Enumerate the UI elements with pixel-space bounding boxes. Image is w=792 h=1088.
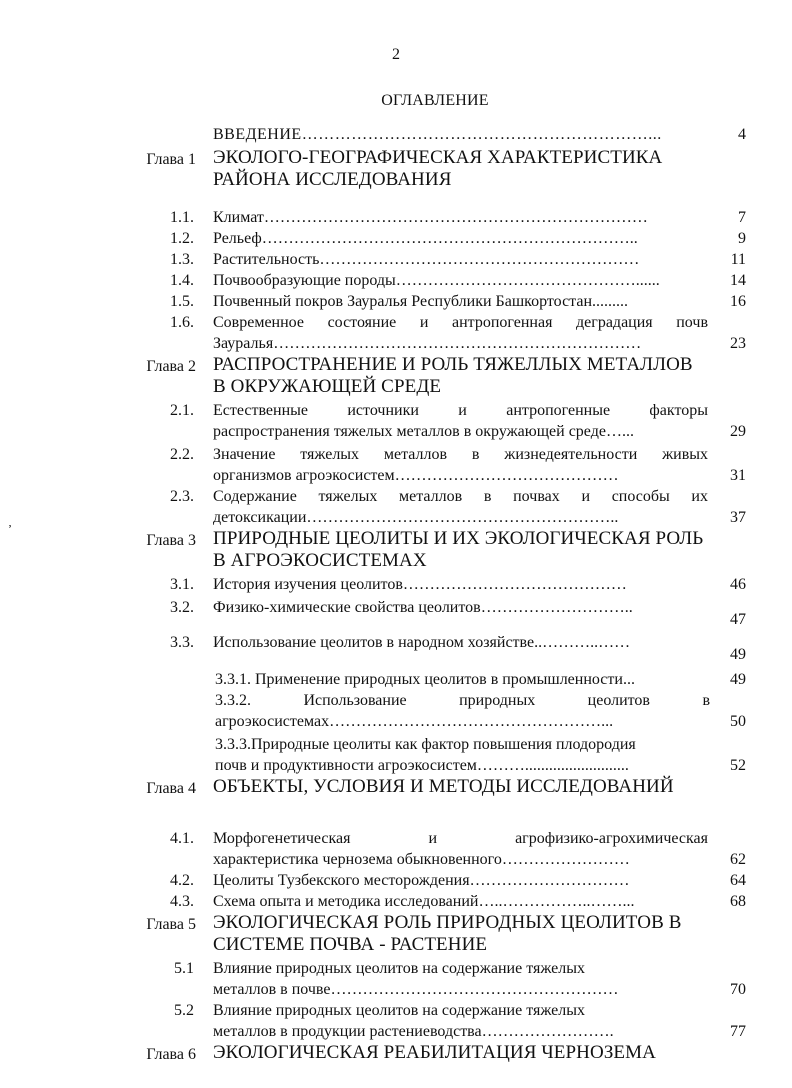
toc-entry-text: Почвенный покров Зауралья Республики Башкортостан......... (213, 293, 629, 310)
toc-entry-text: Использование цеолитов в народном хозяйстве..………..…… (213, 634, 631, 651)
toc-entry-text: Цеолиты Тузбекского месторождения………………………… (213, 872, 630, 889)
toc-entry-page: 29 (730, 423, 746, 440)
toc-entry-number: 3.3. (170, 634, 194, 651)
toc-entry-page: 62 (730, 851, 746, 868)
toc-entry-page: 70 (730, 981, 746, 998)
toc-entry-text: Схема опыта и методика исследований…..……………..……... (213, 893, 635, 910)
toc-entry-number: 5.2 (174, 1002, 194, 1019)
toc-entry-number: 5.1 (174, 960, 194, 977)
toc-entry (0, 124, 792, 145)
toc-entry (0, 444, 792, 486)
toc-chapter-title: ПРИРОДНЫЕ ЦЕОЛИТЫ И ИХ ЭКОЛОГИЧЕСКАЯ РОЛЬ В АГРОЭКОСИСТЕМАХ (213, 528, 704, 571)
toc-entry-text-line: Естественные источники и антропогенные факторы (213, 402, 708, 419)
toc-entry (0, 669, 792, 690)
toc-entry-text-line: характеристика чернозема обыкновенного…………………… (213, 851, 630, 868)
toc-entry-number: 1.5. (170, 293, 194, 310)
toc-entry-text: Физико-химические свойства цеолитов……………………….. (213, 599, 633, 616)
toc-chapter-label: Глава 4 (146, 780, 196, 797)
toc-entry (0, 228, 792, 249)
toc-chapter-label: Глава 3 (146, 532, 196, 549)
toc-entry-number: 2.3. (170, 488, 194, 505)
toc-chapter (0, 354, 792, 398)
toc-entry (0, 291, 792, 312)
toc-entry-page: 46 (730, 576, 746, 593)
toc-entry (0, 207, 792, 228)
toc-entry (0, 891, 792, 912)
toc-entry-text-line: Содержание тяжелых металлов в почвах и способы их (213, 488, 708, 505)
toc-entry (0, 486, 792, 528)
toc-entry-page: 4 (738, 126, 746, 143)
toc-entry-page: 37 (730, 509, 746, 526)
toc-entry-page: 50 (730, 713, 746, 730)
toc-entry-page: 47 (730, 611, 746, 628)
toc-entry-text: Климат……………………………………………………………… (213, 209, 648, 226)
toc-entry (0, 597, 792, 628)
toc-chapter-label: Глава 1 (146, 151, 196, 168)
toc-entry-text: Рельеф…………………………………………………………….. (213, 230, 638, 247)
toc-entry-number: 4.2. (170, 872, 194, 889)
toc-entry-text-line: почв и продуктивности агроэкосистем……….......................... (215, 757, 629, 774)
toc-entry-text-line: металлов в продукции растениеводства……………………. (213, 1023, 614, 1040)
toc-entry-number: 2.1. (170, 402, 194, 419)
toc-entry (0, 734, 792, 776)
toc-entry (0, 632, 792, 663)
toc-entry-number: 4.1. (170, 830, 194, 847)
toc-entry (0, 1000, 792, 1042)
toc-entry (0, 958, 792, 1000)
toc-entry-page: 16 (730, 293, 746, 310)
toc-entry-text: Почвообразующие породы………………………………………...... (213, 272, 660, 289)
table-of-contents (0, 120, 792, 1063)
toc-entry-page: 77 (730, 1023, 746, 1040)
toc-chapter (0, 1042, 792, 1064)
toc-entry-number: 3.2. (170, 599, 194, 616)
toc-entry-text-line: распространения тяжелых металлов в окружающей среде…... (213, 423, 634, 440)
toc-entry-page: 9 (738, 230, 746, 247)
toc-entry-number: 1.3. (170, 251, 194, 268)
toc-entry-text-line: детоксикации………………………………………………….. (213, 509, 619, 526)
toc-entry (0, 574, 792, 595)
toc-entry-number: 4.3. (170, 893, 194, 910)
toc-entry-number: 1.4. (170, 272, 194, 289)
toc-chapter (0, 912, 792, 956)
toc-entry-text: 3.3.1. Применение природных цеолитов в промышленности... (215, 671, 635, 688)
toc-entry (0, 828, 792, 870)
toc-entry-text: Растительность…………………………………………………… (213, 251, 640, 268)
toc-entry (0, 270, 792, 291)
toc-entry (0, 400, 792, 442)
toc-entry-text-line: Влияние природных цеолитов на содержание тяжелых (213, 960, 586, 977)
toc-chapter (0, 528, 792, 572)
toc-chapter-title: РАСПРОСТРАНЕНИЕ И РОЛЬ ТЯЖЕЛЛЫХ МЕТАЛЛОВ В ОКРУЖАЮЩЕЙ СРЕДЕ (213, 354, 693, 397)
toc-entry (0, 690, 792, 732)
toc-entry-text-line: 3.3.2. Использование природных цеолитов в (215, 692, 710, 709)
toc-entry-page: 23 (730, 335, 746, 352)
toc-title: ОГЛАВЛЕНИЕ (381, 92, 489, 109)
toc-entry-page: 52 (730, 757, 746, 774)
toc-chapter (0, 776, 792, 798)
toc-entry-text: История изучения цеолитов…………………………………… (213, 576, 627, 593)
toc-entry-text-line: 3.3.3.Природные цеолиты как фактор повышения плодородия (215, 736, 636, 753)
toc-entry-page: 49 (730, 646, 746, 663)
toc-entry-text-line: металлов в почве……………………………………………… (213, 981, 619, 998)
toc-entry-page: 64 (730, 872, 746, 889)
toc-chapter-title: ЭКОЛОГО-ГЕОГРАФИЧЕСКАЯ ХАРАКТЕРИСТИКА РАЙОНА ИССЛЕДОВАНИЯ (213, 147, 663, 190)
toc-entry-page: 11 (730, 251, 746, 268)
toc-entry-text-line: Современное состояние и антропогенная деградация почв (213, 314, 708, 331)
toc-entry-number: 1.1. (170, 209, 194, 226)
toc-entry-number: 3.1. (170, 576, 194, 593)
stray-mark: ‚ (8, 515, 12, 529)
toc-entry-number: 1.6. (170, 314, 194, 331)
toc-entry-page: 68 (730, 893, 746, 910)
toc-chapter-title: ОБЪЕКТЫ, УСЛОВИЯ И МЕТОДЫ ИССЛЕДОВАНИЙ (213, 776, 674, 797)
toc-entry-text-line: организмов агроэкосистем…………………………………… (213, 467, 619, 484)
toc-chapter-label: Глава 2 (146, 358, 196, 375)
toc-entry-number: 2.2. (170, 446, 194, 463)
toc-entry-page: 31 (730, 467, 746, 484)
toc-entry-text-line: Значение тяжелых металлов в жизнедеятельности живых (213, 446, 708, 463)
toc-entry-page: 7 (738, 209, 746, 226)
page-number: 2 (392, 46, 400, 63)
toc-chapter (0, 147, 792, 191)
toc-entry-text-line: агроэкосистемах……………………………………………... (215, 713, 614, 730)
toc-entry-page: 49 (730, 671, 746, 688)
toc-entry-page: 14 (730, 272, 746, 289)
toc-entry-text-line: Влияние природных цеолитов на содержание тяжелых (213, 1002, 586, 1019)
toc-entry-text-line: Зауралья…………………………………………………………… (213, 335, 642, 352)
toc-chapter-title: ЭКОЛОГИЧЕСКАЯ РЕАБИЛИТАЦИЯ ЧЕРНОЗЕМА (213, 1042, 656, 1063)
toc-entry-text-line: Морфогенетическая и агрофизико-агрохимическая (213, 830, 708, 847)
toc-chapter-title: ЭКОЛОГИЧЕСКАЯ РОЛЬ ПРИРОДНЫХ ЦЕОЛИТОВ В СИСТЕМЕ ПОЧВА - РАСТЕНИЕ (213, 912, 682, 955)
toc-chapter-label: Глава 6 (146, 1046, 196, 1063)
toc-entry-number: 1.2. (170, 230, 194, 247)
toc-entry-text: ВВЕДЕНИЕ………………………………………………………... (213, 126, 662, 143)
toc-entry (0, 312, 792, 354)
toc-entry (0, 870, 792, 891)
toc-chapter-label: Глава 5 (146, 916, 196, 933)
toc-entry (0, 249, 792, 270)
